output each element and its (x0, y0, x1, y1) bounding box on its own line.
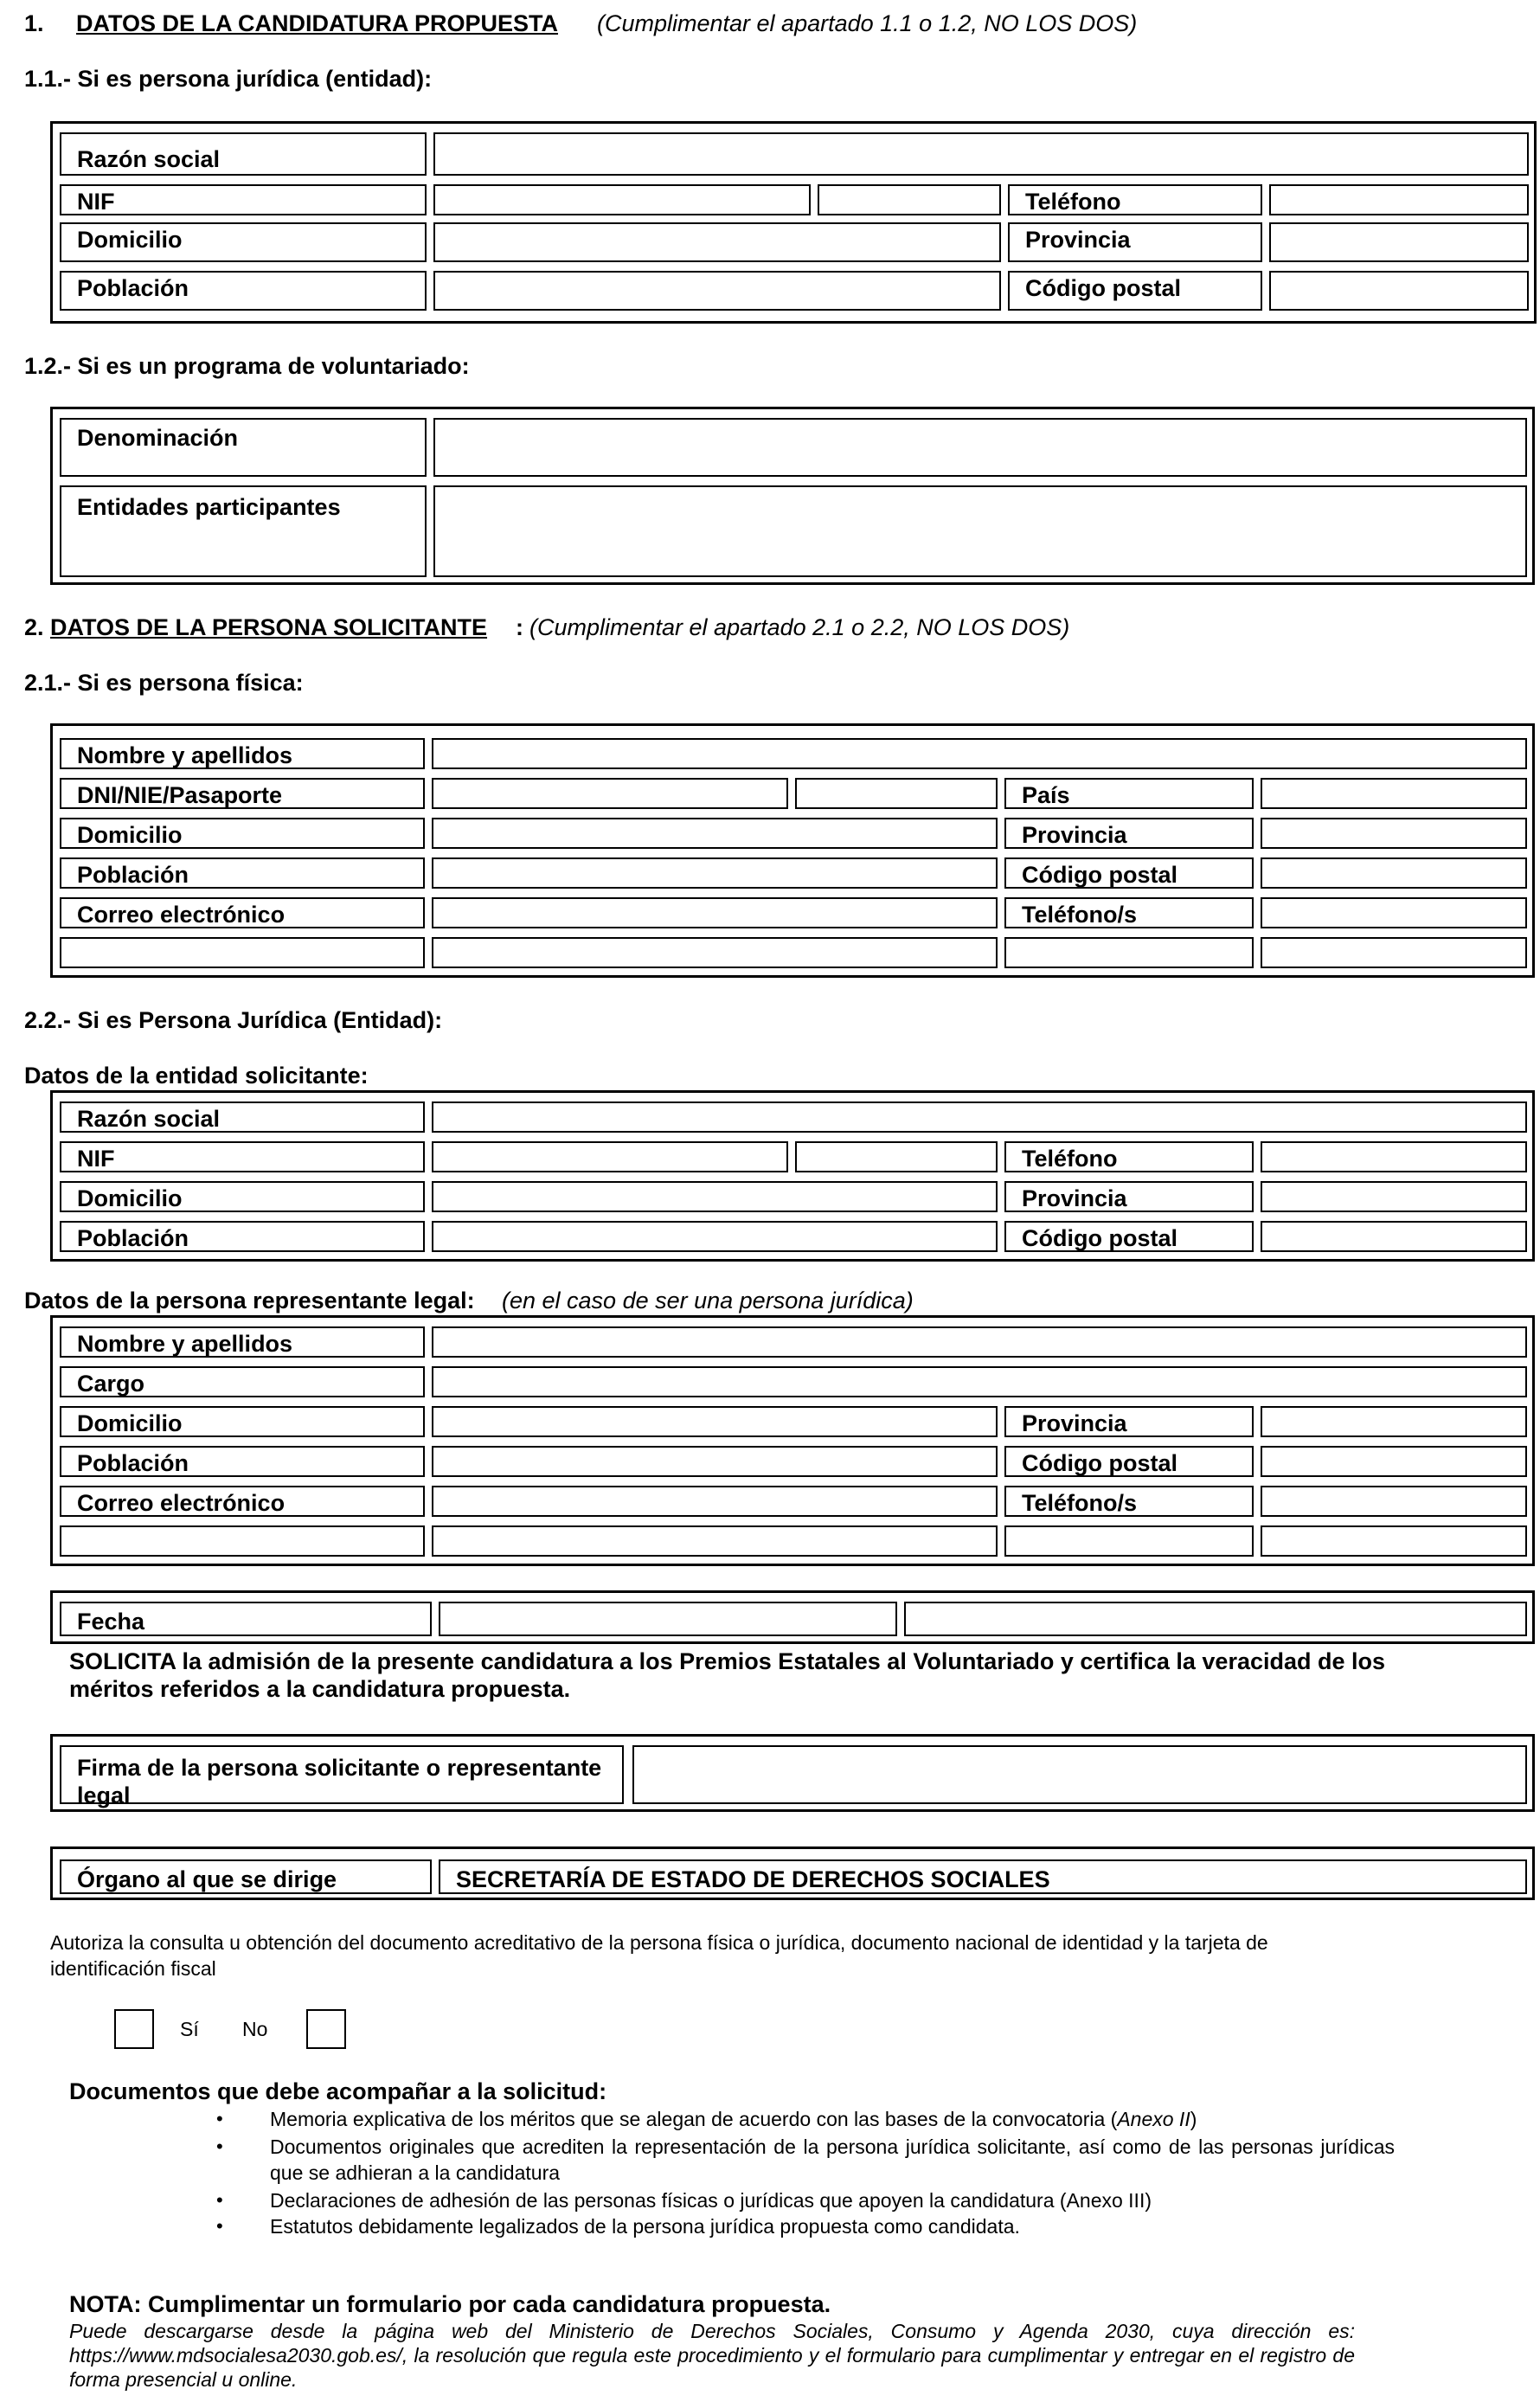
pob22-label-cell (60, 1221, 425, 1252)
solicita-text: SOLICITA la admisión de la presente candidatura a los Premios Estatales al Voluntariado y certifica la veracidad de los méritos referidos a la candidatura propuesta. (69, 1648, 1386, 1702)
razon-social-input[interactable] (433, 132, 1529, 176)
dom22-label: Domicilio (77, 1185, 183, 1211)
dni-input-2[interactable] (795, 778, 998, 809)
firma-label: Firma de la persona solicitante o representante legal (77, 1755, 602, 1808)
rep-correo-label: Correo electrónico (77, 1490, 286, 1516)
rep-tel-label: Teléfono/s (1022, 1490, 1138, 1516)
rep-cp-label: Código postal (1022, 1450, 1177, 1476)
section2-title: DATOS DE LA PERSONA SOLICITANTE (50, 614, 488, 640)
denominacion-input[interactable] (433, 418, 1527, 477)
rep-box (50, 1315, 1535, 1566)
cp22-input[interactable] (1261, 1221, 1527, 1252)
entidades-input[interactable] (433, 485, 1527, 577)
section2-note: (Cumplimentar el apartado 2.1 o 2.2, NO LOS DOS) (529, 614, 1070, 640)
nif-label: NIF (77, 189, 115, 215)
telefono-label-cell (1008, 184, 1262, 215)
si-label: Sí (180, 2018, 199, 2040)
nif22-label: NIF (77, 1146, 115, 1172)
section2-colon: : (516, 614, 523, 640)
razon22-label-cell (60, 1101, 425, 1133)
domicilio-label-cell (60, 222, 427, 262)
rep-correo-input[interactable] (432, 1486, 998, 1517)
rep-pob-input[interactable] (432, 1446, 998, 1477)
razon-social-label: Razón social (77, 146, 221, 172)
rep-cp-input[interactable] (1261, 1446, 1527, 1477)
section1-title: DATOS DE LA CANDIDATURA PROPUESTA (76, 10, 559, 36)
extra21-cell-3[interactable] (1004, 937, 1254, 968)
extra21-cell-4[interactable] (1261, 937, 1527, 968)
entidades-label: Entidades participantes (77, 494, 341, 520)
prov22-label-cell (1004, 1181, 1254, 1212)
domicilio-input[interactable] (433, 222, 1001, 262)
denominacion-label-cell (60, 418, 427, 477)
section1-note: (Cumplimentar el apartado 1.1 o 1.2, NO LOS DOS) (597, 10, 1138, 36)
domicilio21-label: Domicilio (77, 822, 183, 848)
fecha-label-cell (60, 1602, 432, 1636)
fecha-input-2[interactable] (904, 1602, 1527, 1636)
rep-note: (en el caso de ser una persona jurídica) (502, 1288, 914, 1313)
telefono-input[interactable] (1269, 184, 1529, 215)
fecha-input-1[interactable] (439, 1602, 897, 1636)
telefono-label: Teléfono (1025, 189, 1121, 215)
nombre-input[interactable] (432, 738, 1527, 769)
correo21-label: Correo electrónico (77, 902, 286, 928)
rep-tel-label-cell (1004, 1486, 1254, 1517)
section1-number: 1. (24, 10, 44, 36)
correo21-label-cell (60, 897, 425, 928)
extra21-cell-2[interactable] (432, 937, 998, 968)
pais-input[interactable] (1261, 778, 1527, 809)
correo21-input[interactable] (432, 897, 998, 928)
section2-number: 2. (24, 614, 44, 640)
poblacion-label-cell (60, 271, 427, 311)
rep-extra-cell-3[interactable] (1004, 1525, 1254, 1557)
dni-label-cell (60, 778, 425, 809)
provincia-label-cell (1008, 222, 1262, 262)
pob22-input[interactable] (432, 1221, 998, 1252)
cp22-label: Código postal (1022, 1225, 1177, 1251)
firma-label-cell (60, 1745, 624, 1808)
poblacion-input[interactable] (433, 271, 1001, 311)
nombre-label: Nombre y apellidos (77, 742, 293, 768)
tel22-label-cell (1004, 1141, 1254, 1172)
doc-item-1-italic: Anexo II (1117, 2108, 1190, 2130)
nota-text: Puede descargarse desde la página web del Ministerio de Derechos Sociales, Consumo y Agenda 2030, cuya dirección es: https://www.mdsocialesa2030.gob.es/, la resolución que regula este procedimiento y el formulario para cumplimentar y entregar en el registro de forma presencial u online. (69, 2320, 1355, 2391)
rep-prov-input[interactable] (1261, 1406, 1527, 1437)
rep-nombre-input[interactable] (432, 1326, 1527, 1358)
doc-item-4: Estatutos debidamente legalizados de la persona jurídica propuesta como candidata. (270, 2215, 1020, 2238)
dni-input[interactable] (432, 778, 788, 809)
rep-cargo-label: Cargo (77, 1371, 145, 1397)
cp21-input[interactable] (1261, 857, 1527, 889)
dom22-input[interactable] (432, 1181, 998, 1212)
telefonos21-label-cell (1004, 897, 1254, 928)
entidades-label-cell (60, 485, 427, 577)
nif22-label-cell (60, 1141, 425, 1172)
no-checkbox[interactable] (306, 2009, 346, 2049)
bullet-4: • (216, 2215, 223, 2237)
nota-heading: NOTA: Cumplimentar un formulario por cada candidatura propuesta. (69, 2291, 831, 2317)
sub12-box (50, 407, 1535, 585)
sub11-heading: 1.1.- Si es persona jurídica (entidad): (24, 66, 433, 92)
organo-value-cell (439, 1859, 1527, 1894)
telefonos21-input[interactable] (1261, 897, 1527, 928)
rep-nombre-label-cell (60, 1326, 425, 1358)
rep-extra-cell-4[interactable] (1261, 1525, 1527, 1557)
rep-cp-label-cell (1004, 1446, 1254, 1477)
rep-prov-label-cell (1004, 1406, 1254, 1437)
firma-box (50, 1734, 1535, 1812)
nif22-input-2[interactable] (795, 1141, 998, 1172)
extra21-cell-1[interactable] (60, 937, 425, 968)
dom22-label-cell (60, 1181, 425, 1212)
doc-item-3: Declaraciones de adhesión de las personas físicas o jurídicas que apoyen la candidatura (Anexo III) (270, 2189, 1152, 2212)
provincia21-label-cell (1004, 818, 1254, 849)
razon22-label: Razón social (77, 1106, 221, 1132)
provincia-label: Provincia (1025, 227, 1131, 253)
razon-social-label-cell (60, 132, 427, 176)
rep-dom-input[interactable] (432, 1406, 998, 1437)
provincia21-label: Provincia (1022, 822, 1127, 848)
cp22-label-cell (1004, 1221, 1254, 1252)
rep-tel-input[interactable] (1261, 1486, 1527, 1517)
codigo-postal-label: Código postal (1025, 275, 1181, 301)
organo-box (50, 1846, 1535, 1900)
nif-input[interactable] (433, 184, 811, 215)
organo-value: SECRETARÍA DE ESTADO DE DERECHOS SOCIALES (456, 1866, 1050, 1892)
rep-pob-label-cell (60, 1446, 425, 1477)
codigo-postal-label-cell (1008, 271, 1262, 311)
tel22-label: Teléfono (1022, 1146, 1118, 1172)
domicilio-label: Domicilio (77, 227, 183, 253)
rep-prov-label: Provincia (1022, 1410, 1127, 1436)
si-checkbox[interactable] (114, 2009, 154, 2049)
entidad-heading: Datos de la entidad solicitante: (24, 1063, 369, 1089)
entidad-box (50, 1090, 1535, 1262)
no-label: No (242, 2018, 268, 2040)
nif22-input[interactable] (432, 1141, 788, 1172)
rep-extra-cell-2[interactable] (432, 1525, 998, 1557)
bullet-2: • (216, 2135, 223, 2157)
pob22-label: Población (77, 1225, 189, 1251)
rep-cargo-label-cell (60, 1366, 425, 1397)
fecha-box (50, 1590, 1535, 1644)
domicilio21-label-cell (60, 818, 425, 849)
sub21-box (50, 723, 1535, 978)
codigo-postal-input[interactable] (1269, 271, 1529, 311)
pais-label-cell (1004, 778, 1254, 809)
rep-pob-label: Población (77, 1450, 189, 1476)
denominacion-label: Denominación (77, 425, 239, 451)
domicilio21-input[interactable] (432, 818, 998, 849)
bullet-1: • (216, 2108, 223, 2129)
doc-item-1 (270, 2106, 1395, 2132)
firma-input[interactable] (632, 1745, 1527, 1804)
poblacion21-label: Población (77, 862, 189, 888)
doc-item-1-close: ) (1190, 2108, 1197, 2130)
rep-nombre-label: Nombre y apellidos (77, 1331, 293, 1357)
nif-input-2[interactable] (818, 184, 1001, 215)
sub21-heading: 2.1.- Si es persona física: (24, 670, 304, 696)
provincia21-input[interactable] (1261, 818, 1527, 849)
telefonos21-label: Teléfono/s (1022, 902, 1138, 928)
poblacion21-label-cell (60, 857, 425, 889)
pais-label: País (1022, 782, 1070, 808)
rep-cargo-input[interactable] (432, 1366, 1527, 1397)
prov22-input[interactable] (1261, 1181, 1527, 1212)
rep-dom-label-cell (60, 1406, 425, 1437)
rep-dom-label: Domicilio (77, 1410, 183, 1436)
sub12-heading: 1.2.- Si es un programa de voluntariado: (24, 353, 470, 379)
nombre-label-cell (60, 738, 425, 769)
organo-label: Órgano al que se dirige (77, 1866, 337, 1892)
cp21-label-cell (1004, 857, 1254, 889)
tel22-input[interactable] (1261, 1141, 1527, 1172)
doc-item-1-text: Memoria explicativa de los méritos que se alegan de acuerdo con las bases de la convocatoria ( (270, 2108, 1118, 2130)
organo-label-cell (60, 1859, 432, 1894)
razon22-input[interactable] (432, 1101, 1527, 1133)
sub11-box (50, 121, 1537, 324)
doc-item-2: Documentos originales que acrediten la representación de la persona jurídica solicitante, así como de las personas jurídicas que se adhieran a la candidatura (270, 2135, 1395, 2184)
documentos-heading: Documentos que debe acompañar a la solicitud: (69, 2078, 607, 2104)
poblacion21-input[interactable] (432, 857, 998, 889)
fecha-label: Fecha (77, 1609, 145, 1635)
bullet-3: • (216, 2189, 223, 2211)
sub22-heading: 2.2.- Si es Persona Jurídica (Entidad): (24, 1007, 443, 1033)
rep-extra-cell-1[interactable] (60, 1525, 425, 1557)
poblacion-label: Población (77, 275, 189, 301)
provincia-input[interactable] (1269, 222, 1529, 262)
rep-heading: Datos de la persona representante legal: (24, 1288, 475, 1313)
nif-label-cell (60, 184, 427, 215)
rep-correo-label-cell (60, 1486, 425, 1517)
cp21-label: Código postal (1022, 862, 1177, 888)
autoriza-text: Autoriza la consulta u obtención del documento acreditativo de la persona física o jurídica, documento nacional de identidad y la tarjeta de identificación fiscal (50, 1931, 1268, 1980)
dni-label: DNI/NIE/Pasaporte (77, 782, 283, 808)
prov22-label: Provincia (1022, 1185, 1127, 1211)
